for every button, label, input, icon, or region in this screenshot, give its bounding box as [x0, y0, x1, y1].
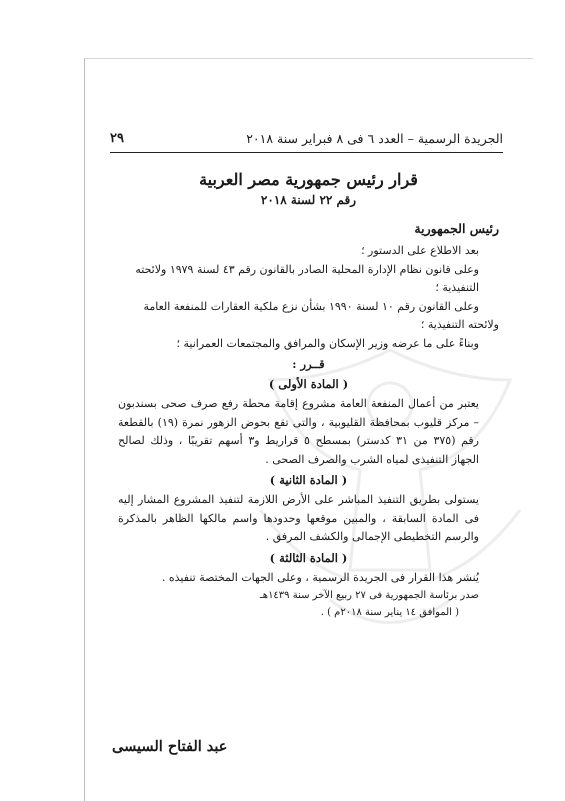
article-heading: ( المادة الأولى )	[268, 377, 349, 391]
issuer-heading: رئيس الجمهورية	[414, 221, 499, 236]
article-heading: ( المادة الثالثة )	[269, 550, 348, 565]
signature: عبد الفتاح السيسى	[112, 738, 228, 755]
journal-issue-line: الجريدة الرسمية – العدد ٦ فى ٨ فبراير سنة ٢٠١٨	[246, 130, 503, 146]
recital: ولائحته التنفيذية ؛	[420, 318, 499, 331]
decree-title: قرار رئيس جمهورية مصر العربية	[199, 170, 418, 189]
article-text: يُنشر هذا القرار فى الجريدة الرسمية ، وعلى الجهات المختصة تنفيذه .	[161, 570, 479, 584]
header-divider	[110, 152, 503, 153]
recital: بعد الاطلاع على الدستور ؛	[361, 244, 479, 257]
issued-date-line: صدر برئاسة الجمهورية فى ٢٧ ربيع الآخر سنة ١٤٣٩هـ	[259, 590, 479, 601]
recital: وعلى قانون نظام الإدارة المحلية الصادر بالقانون رقم ٤٣ لسنة ١٩٧٩ ولائحته التنفيذية ؛	[135, 262, 479, 294]
decree-number: رقم ٢٢ لسنة ٢٠١٨	[260, 193, 357, 207]
gregorian-date-line: ( الموافق ١٤ يناير سنة ٢٠١٨م ) .	[320, 607, 459, 618]
decree-body	[118, 170, 499, 621]
recital: وعلى القانون رقم ١٠ لسنة ١٩٩٠ بشأن نزع ملكية العقارات للمنفعة العامة	[143, 299, 479, 313]
decided-heading: قــرر :	[292, 357, 325, 371]
page-number: ٢٩	[110, 130, 124, 146]
article-text: يعتبر من أعمال المنفعة العامة مشروع إقامة محطة رفع صرف صحى بسندبون – مركز قليوب بمحافظة القليوبية ، والتى تقع بحوض الزهور نمرة (١٩) بالقطعة رقم (٣٧٥ من ٣١ كدستر) بمسطح ٥ قراريط و٣ أسهم تقريبًا ، وذلك لصالح الجهاز التنفيذى لمياه الشرب والصرف الصحى .	[118, 397, 479, 466]
article-text: يستولى بطريق التنفيذ المباشر على الأرض اللازمة لتنفيذ المشروع المشار إليه فى المادة السابقة ، والمبين موقعها وحدودها واسم مالكها الظاهر بالمذكرة والرسم التخطيطى الإجمالى والكشف المرفق .	[118, 493, 479, 543]
recital: وبناءً على ما عرضه وزير الإسكان والمرافق والمجتمعات العمرانية ؛	[176, 336, 479, 350]
article-heading: ( المادة الثانية )	[269, 473, 348, 487]
page-header	[110, 128, 503, 148]
